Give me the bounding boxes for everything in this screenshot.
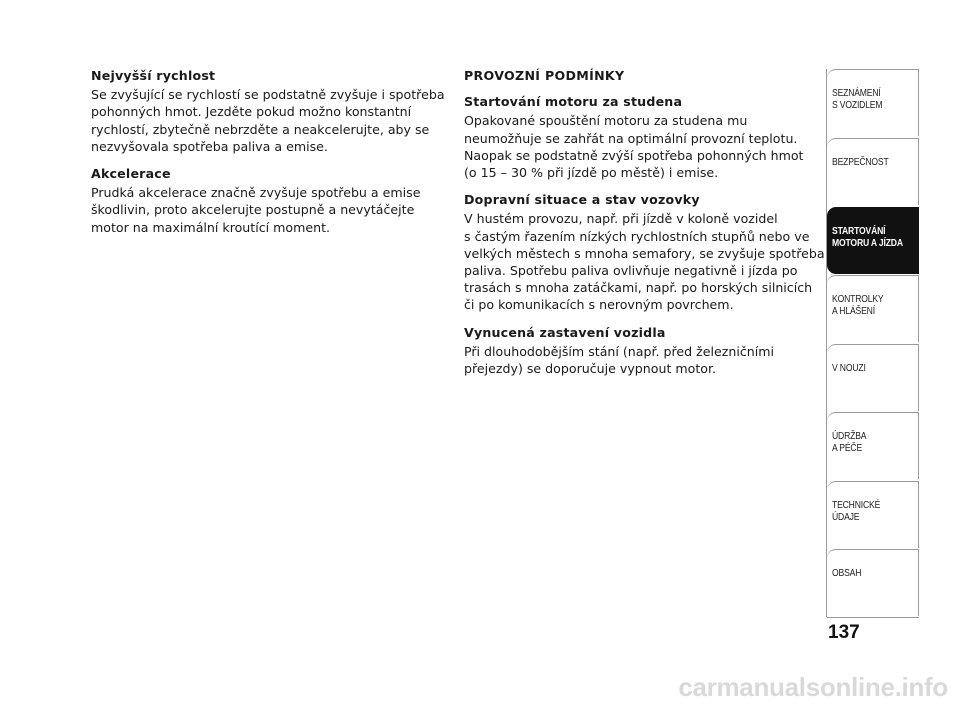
- section-body: [91, 184, 441, 236]
- chapter-sidebar: [826, 69, 919, 617]
- tab-label: A PÉČE: [832, 443, 863, 454]
- sidebar-bottom-rule: [827, 617, 919, 618]
- text-line: Při dlouhodobějším stání (např. před železničními: [464, 343, 775, 359]
- text-line: přejezdy) se doporučuje vypnout motor.: [464, 361, 717, 377]
- tab-label: STARTOVÁNÍ: [832, 226, 886, 237]
- tab-label: MOTORU A JÍZDA: [832, 238, 903, 249]
- tab-label: V NOUZI: [832, 363, 866, 374]
- chapter-tab-startovani[interactable]: [827, 207, 919, 274]
- section-body: [464, 112, 809, 181]
- tab-label: KONTROLKY: [832, 294, 884, 305]
- page-number: 137: [828, 622, 860, 643]
- tab-label: OBSAH: [832, 568, 862, 579]
- text-line: neumožňuje se zahřát na optimální provozní teplotu.: [464, 130, 798, 146]
- text-line: Prudká akcelerace značně zvyšuje spotřebu a emise: [91, 185, 421, 201]
- tab-label: ÚDRŽBA: [832, 431, 867, 442]
- chapter-tab-seznameni[interactable]: [827, 69, 919, 136]
- section-top-speed: [91, 67, 445, 155]
- tab-label: SEZNÁMENÍ: [832, 88, 881, 99]
- text-line: s častým řazením nízkých rychlostních stupňů nebo ve: [464, 228, 810, 244]
- chapter-tab-v-nouzi[interactable]: [827, 344, 919, 411]
- watermark: carmanualsonline.info: [678, 672, 948, 702]
- tab-label: BEZPEČNOST: [832, 157, 889, 168]
- text-line: rychlostí, zbytečně nebrzděte a neakcelerujte, aby se: [91, 121, 430, 137]
- text-line: trasách s mnoha zatáčkami, např. po horských silnicích: [464, 280, 813, 296]
- chapter-tab-obsah[interactable]: [827, 549, 919, 616]
- text-line: či po komunikacích s nerovným povrchem.: [464, 297, 734, 313]
- text-line: V hustém provozu, např. při jízdě v koloně vozidel: [464, 211, 778, 227]
- section-body: [464, 210, 825, 313]
- tab-label: TECHNICKÉ: [832, 500, 881, 511]
- text-line: Opakované spouštění motoru za studena mu: [464, 113, 748, 129]
- tab-label: S VOZIDLEM: [832, 100, 883, 111]
- text-line: paliva. Spotřebu paliva ovlivňuje negativně i jízda po: [464, 263, 798, 279]
- section-acceleration: [91, 165, 441, 236]
- text-line: velkých městech s mnoha semafory, se zvyšuje spotřeba: [464, 245, 825, 261]
- section-heading: Nejvyšší rychlost: [91, 68, 216, 83]
- section-forced-stops: [464, 324, 809, 378]
- left-column: [91, 67, 445, 246]
- section-traffic: [464, 191, 825, 313]
- chapter-tab-technicke-udaje[interactable]: [827, 481, 919, 548]
- section-cold-start: [464, 93, 809, 181]
- chapter-title: PROVOZNÍ PODMÍNKY: [464, 68, 625, 83]
- text-line: pohonných hmot. Jezděte pokud možno konstantní: [91, 104, 412, 120]
- text-line: nezvyšovala spotřeba paliva a emise.: [91, 138, 328, 154]
- section-heading: Vynucená zastavení vozidla: [464, 324, 666, 340]
- text-line: (o 15 – 30 % při jízdě po městě) i emise.: [464, 165, 719, 181]
- text-line: škodlivin, proto akcelerujte postupně a nevytáčejte: [91, 202, 415, 218]
- section-body: [91, 86, 445, 155]
- text-line: motor na maximální kroutící moment.: [91, 219, 331, 235]
- section-heading: Akcelerace: [91, 166, 171, 182]
- tab-label: A HLÁŠENÍ: [832, 306, 875, 317]
- right-column: [464, 67, 825, 387]
- section-body: [464, 343, 809, 377]
- section-heading: Dopravní situace a stav vozovky: [464, 192, 700, 208]
- chapter-tab-udrzba[interactable]: [827, 412, 919, 479]
- chapter-tab-bezpecnost[interactable]: [827, 138, 919, 205]
- text-line: Naopak se podstatně zvýší spotřeba pohonných hmot: [464, 147, 804, 163]
- text-line: Se zvyšující se rychlostí se podstatně zvyšuje i spotřeba: [91, 87, 445, 103]
- chapter-tab-kontrolky[interactable]: [827, 275, 919, 342]
- tab-label: ÚDAJE: [832, 512, 860, 523]
- section-heading: Startování motoru za studena: [464, 94, 683, 110]
